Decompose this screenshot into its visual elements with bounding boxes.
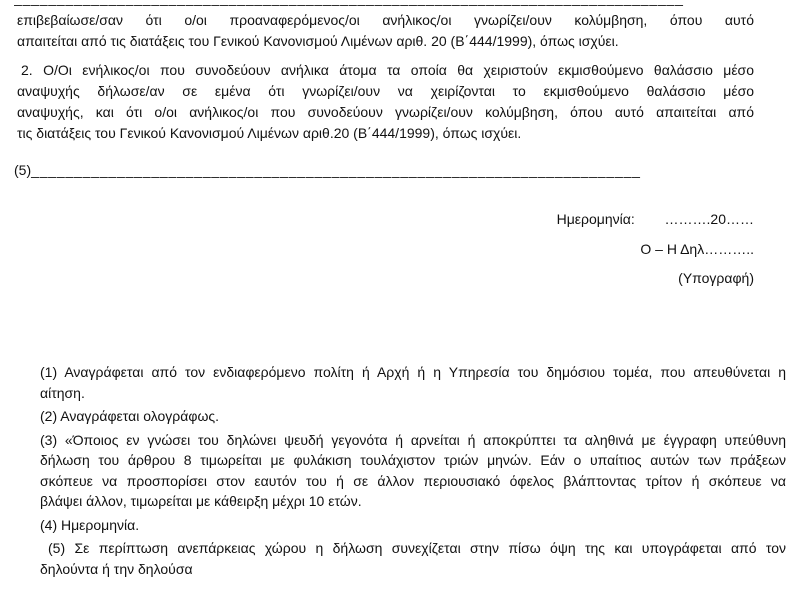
footnote-3-line-2: δήλωση του άρθρου 8 τιμωρείται με φυλάκιση τουλάχιστον τριών μηνών. Εάν ο υπαίτιος αυτών των πράξεων <box>40 452 786 468</box>
footnote-1-line-1: (1) Αναγράφεται από τον ενδιαφερόμενο πολίτη ή Αρχή ή η Υπηρεσία του δημόσιου τομέα, που απευθύνεται η <box>40 364 786 380</box>
field-5-row <box>14 162 754 178</box>
footnote-5-line-2: δηλούντα ή την δηλούσα <box>40 560 193 577</box>
top-dashed-line <box>14 0 752 6</box>
paragraph-2-line-1: 2. Ο/Οι ενήλικος/οι που συνοδεύουν ανήλικα άτομα τα οποία θα χειριστούν εκμισθούμενο θαλάσσιο μέσο <box>21 62 754 78</box>
footnote-2: (2) Αναγράφεται ολογράφως. <box>40 408 220 424</box>
signature-label: (Υπογραφή) <box>678 270 754 286</box>
date-row <box>557 211 754 227</box>
date-label: Ημερομηνία: <box>556 211 635 227</box>
footnote-4: (4) Ημερομηνία. <box>40 516 140 533</box>
paragraph-2-line-2: αναψυχής δήλωσε/αν σε εμένα ότι γνωρίζει/ουν να χειρίζονται το εκμισθούμενο θαλάσσιο μέσο <box>17 83 754 99</box>
field-5-label: (5) <box>14 162 32 178</box>
paragraph-1-line-1: επιβεβαίωσε/σαν ότι ο/οι προαναφερόμενος/οι ανήλικος/οι γνωρίζει/ουν κολύμβηση, όπου αυτό <box>17 12 754 28</box>
paragraph-2 <box>17 60 754 144</box>
footnote-1-line-2: αίτηση. <box>40 384 85 401</box>
declarant-field: Ο – Η Δηλ……….. <box>640 241 754 257</box>
paragraph-1 <box>17 10 754 52</box>
paragraph-1-line-2: απαιτείται από τις διατάξεις του Γενικού Κανονισμού Λιμένων αριθ. 20 (Β΄444/1999), όπως ισχύει. <box>17 33 619 49</box>
footnotes <box>40 362 786 579</box>
footnote-5-line-1: (5) Σε περίπτωση ανεπάρκειας χώρου η δήλωση συνεχίζεται στην πίσω όψη της και υπογράφεται από τον <box>48 540 786 556</box>
paragraph-2-line-4: τις διατάξεις του Γενικού Κανονισμού Λιμένων αριθ.20 (Β΄444/1999), όπως ισχύει. <box>17 125 522 141</box>
footnote-3-line-3: σκόπευε να προσπορίσει στον εαυτόν του ή σε άλλον περιουσιακό όφελος βλάπτοντας τρίτον ή σκόπευε να <box>40 472 786 489</box>
date-value: ……….20…… <box>664 211 754 227</box>
paragraph-2-line-3: αναψυχής, και ότι ο/οι ανήλικος/οι που συνοδεύουν γνωρίζει/ουν κολύμβηση, όπου αυτό απαιτείται από <box>17 104 754 120</box>
footnote-3-line-1: (3) «Όποιος εν γνώσει του δηλώνει ψευδή γεγονότα ή αρνείται ή αποκρύπτει τα αληθινά με έγγραφη υπεύθυνη <box>40 431 786 448</box>
field-5-dashes: _______________________________________________________________________ <box>31 162 641 178</box>
footnote-3-line-4: βλάψει άλλον, τιμωρείται με κάθειρξη μέχρι 10 ετών. <box>40 493 362 509</box>
